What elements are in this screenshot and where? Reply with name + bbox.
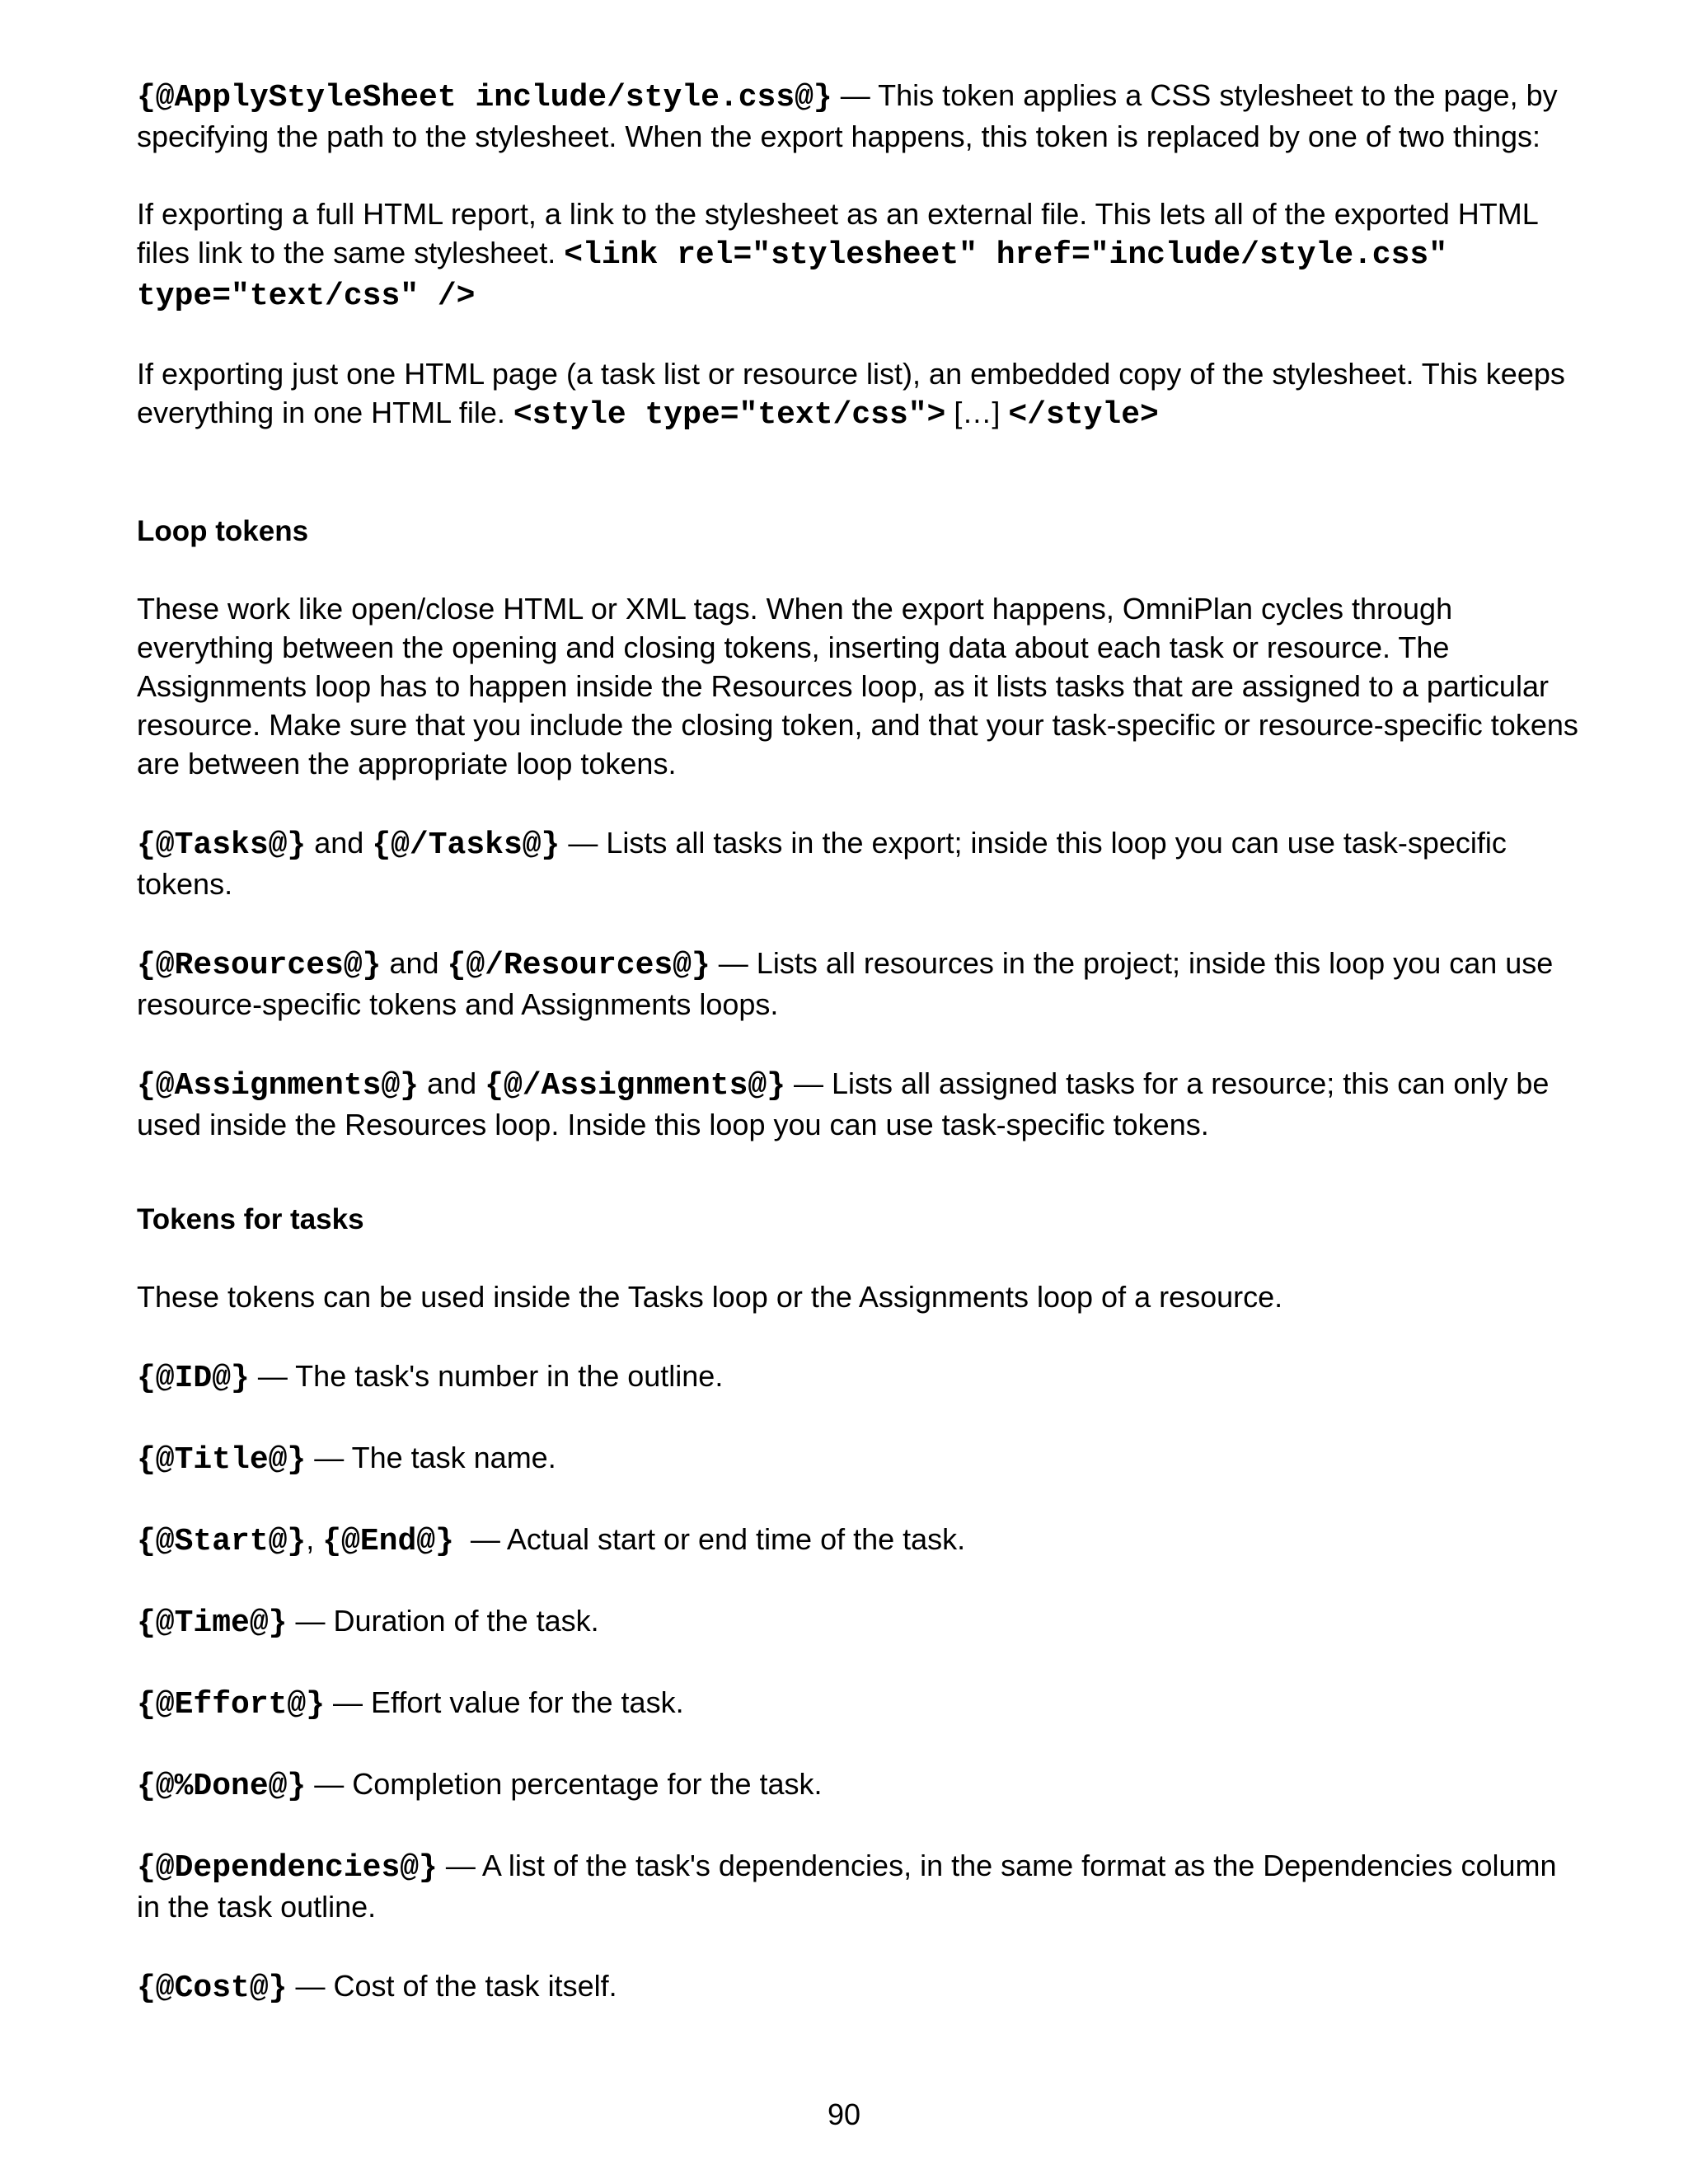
loop-tokens-intro: These work like open/close HTML or XML tags. When the export happens, OmniPlan cycles through everything between the opening and closing tokens, inserting data about each task or resource. The Assignments loop has to happen inside the Resources loop, as it lists tasks that are assigned to a particular resource. Make sure that you include the closing token, and that your task-specific or resource-specific tokens are between the appropriate loop tokens. — [137, 592, 1578, 780]
dependencies-token: {@Dependencies@} — [137, 1850, 438, 1886]
ellipsis-text: […] — [945, 396, 1009, 429]
tasks-close-token: {@/Tasks@} — [372, 827, 560, 863]
style-open-tag-code: <style type="text/css"> — [513, 397, 946, 433]
item-description: — The task's number in the outline. — [249, 1359, 724, 1393]
time-token: {@Time@} — [137, 1605, 288, 1641]
start-end-token-item — [137, 1520, 1587, 1561]
item-description: — Effort value for the task. — [325, 1685, 684, 1719]
link-tag-code: <link rel="stylesheet" href="include/style.css" type="text/css" /> — [137, 237, 1448, 314]
start-token: {@Start@} — [137, 1524, 307, 1559]
id-token-item — [137, 1357, 1587, 1398]
item-description: — Lists all assigned tasks for a resource; this can only be used inside the Resources loop. Inside this loop you can use task-specific tokens. — [137, 1066, 1550, 1141]
item-description: — Duration of the task. — [287, 1604, 599, 1638]
effort-token: {@Effort@} — [137, 1687, 326, 1722]
separator: — — [832, 78, 879, 112]
id-token: {@ID@} — [137, 1361, 250, 1396]
paragraph-text: This token applies a CSS stylesheet to the page, by specifying the path to the stylesheet. When the export happens, this token is replaced by one of two things: — [137, 78, 1558, 153]
time-token-item — [137, 1601, 1587, 1643]
resources-close-token: {@/Resources@} — [447, 948, 710, 983]
single-page-paragraph — [137, 354, 1587, 434]
assignments-open-token: {@Assignments@} — [137, 1068, 420, 1104]
item-description: — The task name. — [306, 1441, 556, 1474]
resources-open-token: {@Resources@} — [137, 948, 382, 983]
resources-loop-item — [137, 944, 1587, 1024]
and-text: and — [419, 1066, 485, 1100]
page-number: 90 — [827, 2097, 861, 2131]
item-description: — Completion percentage for the task. — [306, 1767, 823, 1801]
done-token-item — [137, 1765, 1587, 1806]
item-description: — Lists all tasks in the export; inside this loop you can use task-specific tokens. — [137, 826, 1507, 901]
cost-token: {@Cost@} — [137, 1971, 288, 2006]
title-token: {@Title@} — [137, 1442, 307, 1478]
effort-token-item — [137, 1683, 1587, 1724]
apply-stylesheet-token: {@ApplyStyleSheet include/style.css@} — [137, 80, 832, 115]
and-text: and — [306, 826, 373, 860]
tasks-loop-item — [137, 823, 1587, 903]
end-token: {@End@} — [322, 1524, 454, 1559]
item-description: — Cost of the task itself. — [287, 1969, 617, 2003]
item-description: — Lists all resources in the project; inside this loop you can use resource-specific tokens and Assignments loops. — [137, 946, 1554, 1021]
title-token-item — [137, 1438, 1587, 1479]
page-content — [137, 76, 1587, 2008]
task-tokens-heading: Tokens for tasks — [137, 1203, 364, 1235]
paragraph-text: If exporting just one HTML page (a task list or resource list), an embedded copy of the stylesheet. This keeps everything in one HTML file. — [137, 357, 1565, 429]
tasks-open-token: {@Tasks@} — [137, 827, 307, 863]
apply-stylesheet-paragraph — [137, 76, 1587, 156]
assignments-loop-item — [137, 1064, 1587, 1144]
done-token: {@%Done@} — [137, 1769, 307, 1804]
style-close-tag-code: </style> — [1008, 397, 1159, 433]
item-description: — A list of the task's dependencies, in the same format as the Dependencies column in the task outline. — [137, 1849, 1557, 1924]
task-tokens-intro: These tokens can be used inside the Tasks loop or the Assignments loop of a resource. — [137, 1280, 1283, 1314]
full-report-paragraph — [137, 194, 1587, 316]
dependencies-token-item — [137, 1846, 1587, 1926]
assignments-close-token: {@/Assignments@} — [485, 1068, 785, 1104]
item-description: — Actual start or end time of the task. — [453, 1522, 966, 1556]
comma-separator: , — [306, 1522, 323, 1556]
cost-token-item — [137, 1966, 1587, 2008]
loop-tokens-heading: Loop tokens — [137, 515, 309, 547]
and-text: and — [381, 946, 448, 980]
paragraph-text: If exporting a full HTML report, a link to the stylesheet as an external file. This lets all of the exported HTML files link to the same stylesheet. — [137, 197, 1538, 269]
